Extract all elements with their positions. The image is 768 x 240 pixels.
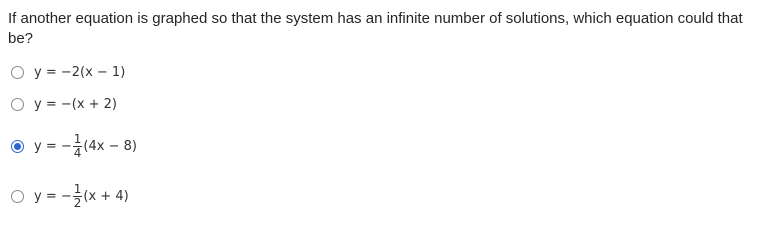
fraction-denominator: 2 xyxy=(73,195,82,210)
answer-choice-2-equation: y = −(x + 2) xyxy=(34,96,118,112)
radio-button-4[interactable] xyxy=(11,190,24,203)
answer-choice-3-equation xyxy=(34,133,137,160)
fraction-numerator: 1 xyxy=(73,131,82,146)
radio-button-1[interactable] xyxy=(11,66,24,79)
question-text: If another equation is graphed so that the system has an infinite number of solutions, which equation could that be? xyxy=(8,10,743,47)
fraction xyxy=(73,133,83,160)
radio-button-3-selected[interactable] xyxy=(11,140,24,153)
fraction xyxy=(73,183,83,210)
equation-prefix: y = − xyxy=(34,188,72,204)
fraction-denominator: 4 xyxy=(73,145,82,160)
fraction-numerator: 1 xyxy=(73,181,82,196)
radio-button-2[interactable] xyxy=(11,98,24,111)
equation-suffix: (4x − 8) xyxy=(83,138,137,154)
answer-choice-1-equation: y = −2(x − 1) xyxy=(34,64,126,80)
equation-prefix: y = − xyxy=(34,138,72,154)
equation-suffix: (x + 4) xyxy=(83,188,129,204)
answer-choice-4-equation xyxy=(34,183,129,210)
